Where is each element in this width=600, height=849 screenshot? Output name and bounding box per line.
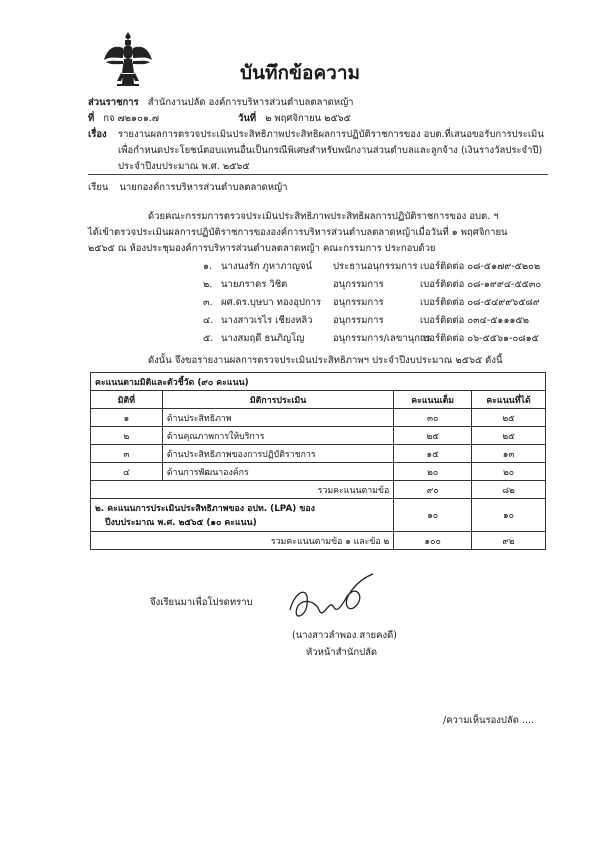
section1-title: คะแนนตามมิติและตัวชี้วัด (๙๐ คะแนน) [91,373,546,391]
subject-line-3: ประจำปีงบประมาณ พ.ศ. ๒๕๖๕ [118,161,250,172]
cell-full: ๑๕ [394,445,472,463]
table-header-row [91,391,546,409]
signer-name: (นางสาวลำพอง สายคงดี) [292,630,397,641]
col-header-dim: มิติที่ [91,391,163,409]
table-row [91,445,546,463]
intro-line-2: ได้เข้าตรวจประเมินผลการปฏิบัติราชการขององค์การบริหารส่วนตำบลตลาดหญ้าเมื่อวันที่ ๑ พฤศจิกายน [88,227,508,238]
cell-eval: ด้านประสิทธิภาพ [162,409,393,427]
cell-full: ๒๕ [394,427,472,445]
lpa-row [91,499,546,532]
member-number: ๔. [203,315,214,326]
subject-label: เรื่อง [88,129,107,140]
date-value: ๒ พฤศจิกายน ๒๕๖๕ [265,113,351,124]
reference-value: กจ ๗๒๑๐๑.๗ [103,113,160,124]
col-header-got: คะแนนที่ได้ [472,391,546,409]
member-number: ๕. [203,333,214,344]
table-row [91,409,546,427]
department-line [88,95,354,110]
cell-eval: ด้านการพัฒนาองค์กร [162,463,393,481]
member-role: อนุกรรมการ/เลขานุการ [333,333,431,344]
member-role: อนุกรรมการ [333,315,384,326]
member-name: นางสาวเรไร เชียงหลิว [221,315,313,326]
subtotal-label: รวมคะแนนตามข้อ [91,481,394,499]
total-full: ๑๐๐ [394,532,472,550]
cell-got: ๒๕ [472,409,546,427]
member-number: ๒. [203,279,213,290]
member-name: ผศ.ดร.บุษบา ทองอุปการ [221,297,322,308]
salutation-value: นายกองค์การบริหารส่วนตำบลตลาดหญ้า [119,182,288,193]
cell-dim: ๒ [91,427,163,445]
cell-got: ๒๕ [472,427,546,445]
lpa-full: ๑๐ [394,499,472,532]
cell-full: ๓๐ [394,409,472,427]
member-name: นางนงรัก ภูหาภาญจน์ [221,261,313,272]
table-row [91,427,546,445]
col-header-eval: มิติการประเมิน [162,391,393,409]
date-line [238,111,351,126]
subtotal-got: ๘๒ [472,481,546,499]
reference-line [88,111,159,126]
cell-dim: ๓ [91,445,163,463]
cell-got: ๑๓ [472,445,546,463]
member-name: นายภราดร วิชิต [221,279,288,290]
subtotal-row [91,481,546,499]
member-phone: เบอร์ติดต่อ ๐๘-๑๙๙๔-๕๕๓๐ [420,279,542,290]
date-label: วันที่ [238,113,257,124]
subject-line-1: รายงานผลการตรวจประเมินประสิทธิภาพประสิทธิผลการปฏิบัติราชการของ อบต.ที่เสนอขอรับการประเมิน [118,129,544,140]
intro-line-1: ด้วยคณะกรรมการตรวจประเมินประสิทธิภาพประสิทธิผลการปฏิบัติราชการของ อบต. ฯ [148,211,499,222]
department-value: สำนักงานปลัด องค์การบริหารส่วนตำบลตลาดหญ้า [147,97,354,108]
member-phone: เบอร์ติดต่อ ๐๖-๕๕๖๑-๐๘๑๕ [420,333,539,344]
member-phone: เบอร์ติดต่อ ๐๓๔-๕๑๑๑๕๒ [420,315,529,326]
member-number: ๑. [203,261,213,272]
total-row [91,532,546,550]
member-phone: เบอร์ติดต่อ ๐๘-๕๑๗๙-๕๒๐๒ [420,261,541,272]
member-number: ๓. [203,297,213,308]
member-phone: เบอร์ติดต่อ ๐๘-๕๔๙๙๖๕๘๙ [420,297,540,308]
subject-line-2: เพื่อกำหนดประโยชน์ตอบแทนอื่นเป็นกรณีพิเศษสำหรับพนักงานส่วนตำบลและลูกจ้าง (เงินรางวัลประจำปี) [118,145,543,156]
cell-eval: ด้านคุณภาพการให้บริการ [162,427,393,445]
reference-label: ที่ [88,113,95,124]
member-name: นางสมฤดี ธนภิญโญ [221,333,305,344]
cell-full: ๒๐ [394,463,472,481]
closing-text: จึงเรียนมาเพื่อโปรดทราบ [150,597,253,608]
lpa-line-1: ๒. คะแนนการประเมินประสิทธิภาพของ อปท. (LPA) ของ [95,504,315,514]
signature-icon [285,570,385,630]
cell-dim: ๑ [91,409,163,427]
cell-eval: ด้านประสิทธิภาพของการปฏิบัติราชการ [162,445,393,463]
lpa-line-2: ปีงบประมาณ พ.ศ. ๒๕๖๕ (๑๐ คะแนน) [105,518,257,528]
member-role: อนุกรรมการ [333,279,384,290]
table-section-row [91,373,546,391]
member-role: อนุกรรมการ [333,297,384,308]
member-role: ประธานอนุกรรมการ [333,261,418,272]
salutation-line [88,180,288,195]
total-got: ๙๒ [472,532,546,550]
lpa-got: ๑๐ [472,499,546,532]
total-label: รวมคะแนนตามข้อ ๑ และข้อ ๒ [91,532,394,550]
table-row [91,463,546,481]
cell-dim: ๔ [91,463,163,481]
cell-got: ๒๐ [472,463,546,481]
subtotal-full: ๙๐ [394,481,472,499]
header-divider [88,174,548,175]
intro-line-3: ๒๕๖๕ ณ ห้องประชุมองค์การบริหารส่วนตำบลตลาดหญ้า คณะกรรมการ ประกอบด้วย [88,243,436,254]
col-header-full: คะแนนเต็ม [394,391,472,409]
score-table [90,372,546,550]
memo-title: บันทึกข้อความ [239,62,361,84]
lpa-label [91,499,394,532]
salutation-label: เรียน [88,182,109,193]
footer-note: /ความเห็นรองปลัด .... [443,715,535,726]
report-line: ดังนั้น จึงขอรายงานผลการตรวจประเมินประสิทธิภาพฯ ประจำปีงบประมาณ ๒๕๖๕ ดังนี้ [148,355,503,366]
signer-title: หัวหน้าสำนักปลัด [306,647,378,658]
department-label: ส่วนราชการ [88,97,139,108]
